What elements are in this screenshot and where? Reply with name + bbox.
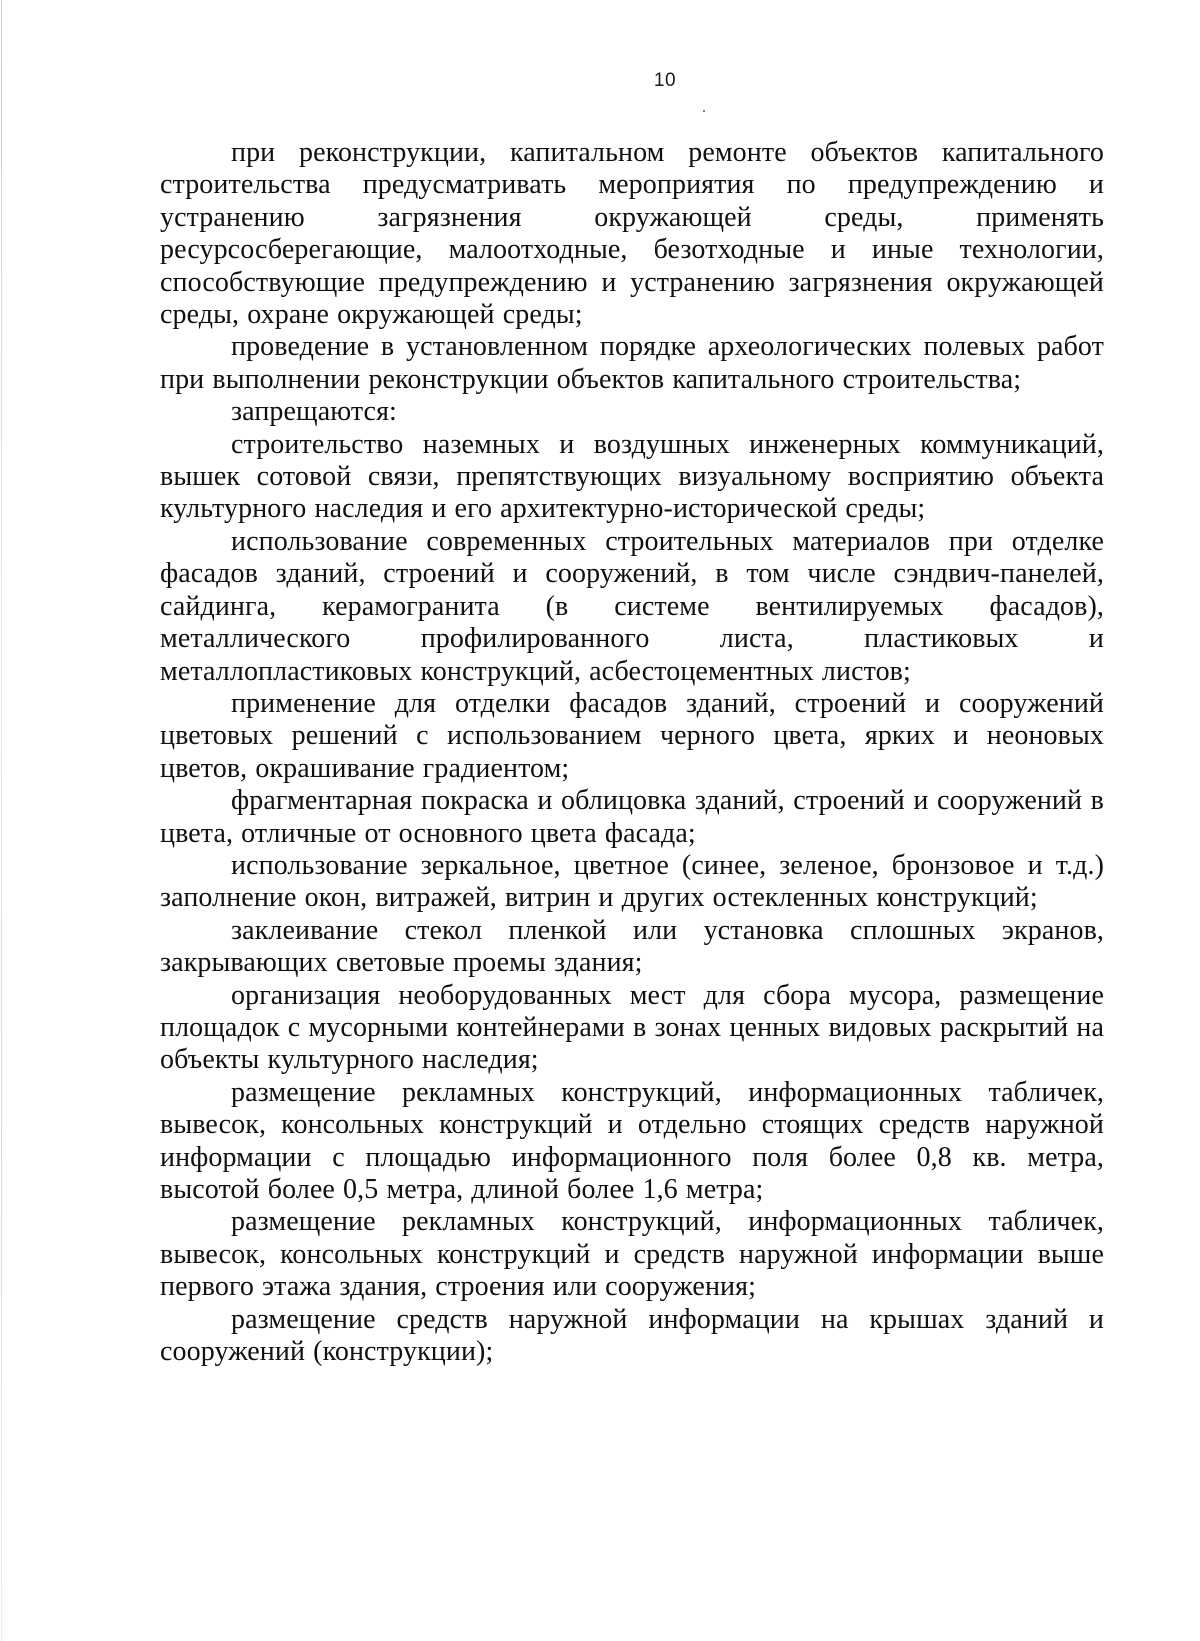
paragraph: фрагментарная покраска и облицовка зданий, строений и сооружений в цвета, отличные от основного цвета фасада;: [160, 785, 1104, 849]
paragraph: размещение рекламных конструкций, информационных табличек, вывесок, консольных конструкций и средств наружной информации выше первого этажа здания, строения или сооружения;: [160, 1206, 1104, 1303]
paragraph: при реконструкции, капитальном ремонте объектов капитального строительства предусматривать мероприятия по предупреждению и устранению загрязнения окружающей среды, применять ресурсосберегающие, малоотходные, безотходные и иные технологии, способствующие предупреждению и устранению загрязнения окружающей среды, охране окружающей среды;: [160, 137, 1104, 331]
document-body: [160, 137, 1104, 1368]
page-number: 10: [653, 70, 677, 91]
paragraph: использование зеркальное, цветное (синее, зеленое, бронзовое и т.д.) заполнение окон, витражей, витрин и других остекленных конструкций;: [160, 849, 1104, 914]
paragraph: организация необорудованных мест для сбора мусора, размещение площадок с мусорными контейнерами в зонах ценных видовых раскрытий на объекты культурного наследия;: [160, 979, 1104, 1076]
paragraph: строительство наземных и воздушных инженерных коммуникаций, вышек сотовой связи, препятствующих визуальному восприятию объекта культурного наследия и его архитектурно-исторической среды;: [160, 428, 1104, 525]
paragraph: использование современных строительных материалов при отделке фасадов зданий, строений и сооружений, в том числе сэндвич-панелей, сайдинга, керамогранита (в системе вентилируемых фасадов), металлического профилированного листа, пластиковых и металлопластиковых конструкций, асбестоцементных листов;: [160, 525, 1104, 687]
paragraph: размещение рекламных конструкций, информационных табличек, вывесок, консольных конструкций и отдельно стоящих средств наружной информации с площадью информационного поля более 0,8 кв. метра, высотой более 0,5 метра, длиной более 1,6 метра;: [160, 1076, 1104, 1205]
paragraph: заклеивание стекол пленкой или установка сплошных экранов, закрывающих световые проемы здания;: [160, 914, 1104, 979]
paragraph: применение для отделки фасадов зданий, строений и сооружений цветовых решений с использованием черного цвета, ярких и неоновых цветов, окрашивание градиентом;: [160, 687, 1104, 784]
paragraph: проведение в установленном порядке археологических полевых работ при выполнении реконструкции объектов капитального строительства;: [160, 331, 1104, 395]
scan-edge: [1, 0, 2, 1641]
paragraph: запрещаются:: [231, 396, 397, 428]
paragraph: размещение средств наружной информации на крышах зданий и сооружений (конструкции);: [160, 1303, 1104, 1368]
scan-speck: [703, 110, 705, 112]
